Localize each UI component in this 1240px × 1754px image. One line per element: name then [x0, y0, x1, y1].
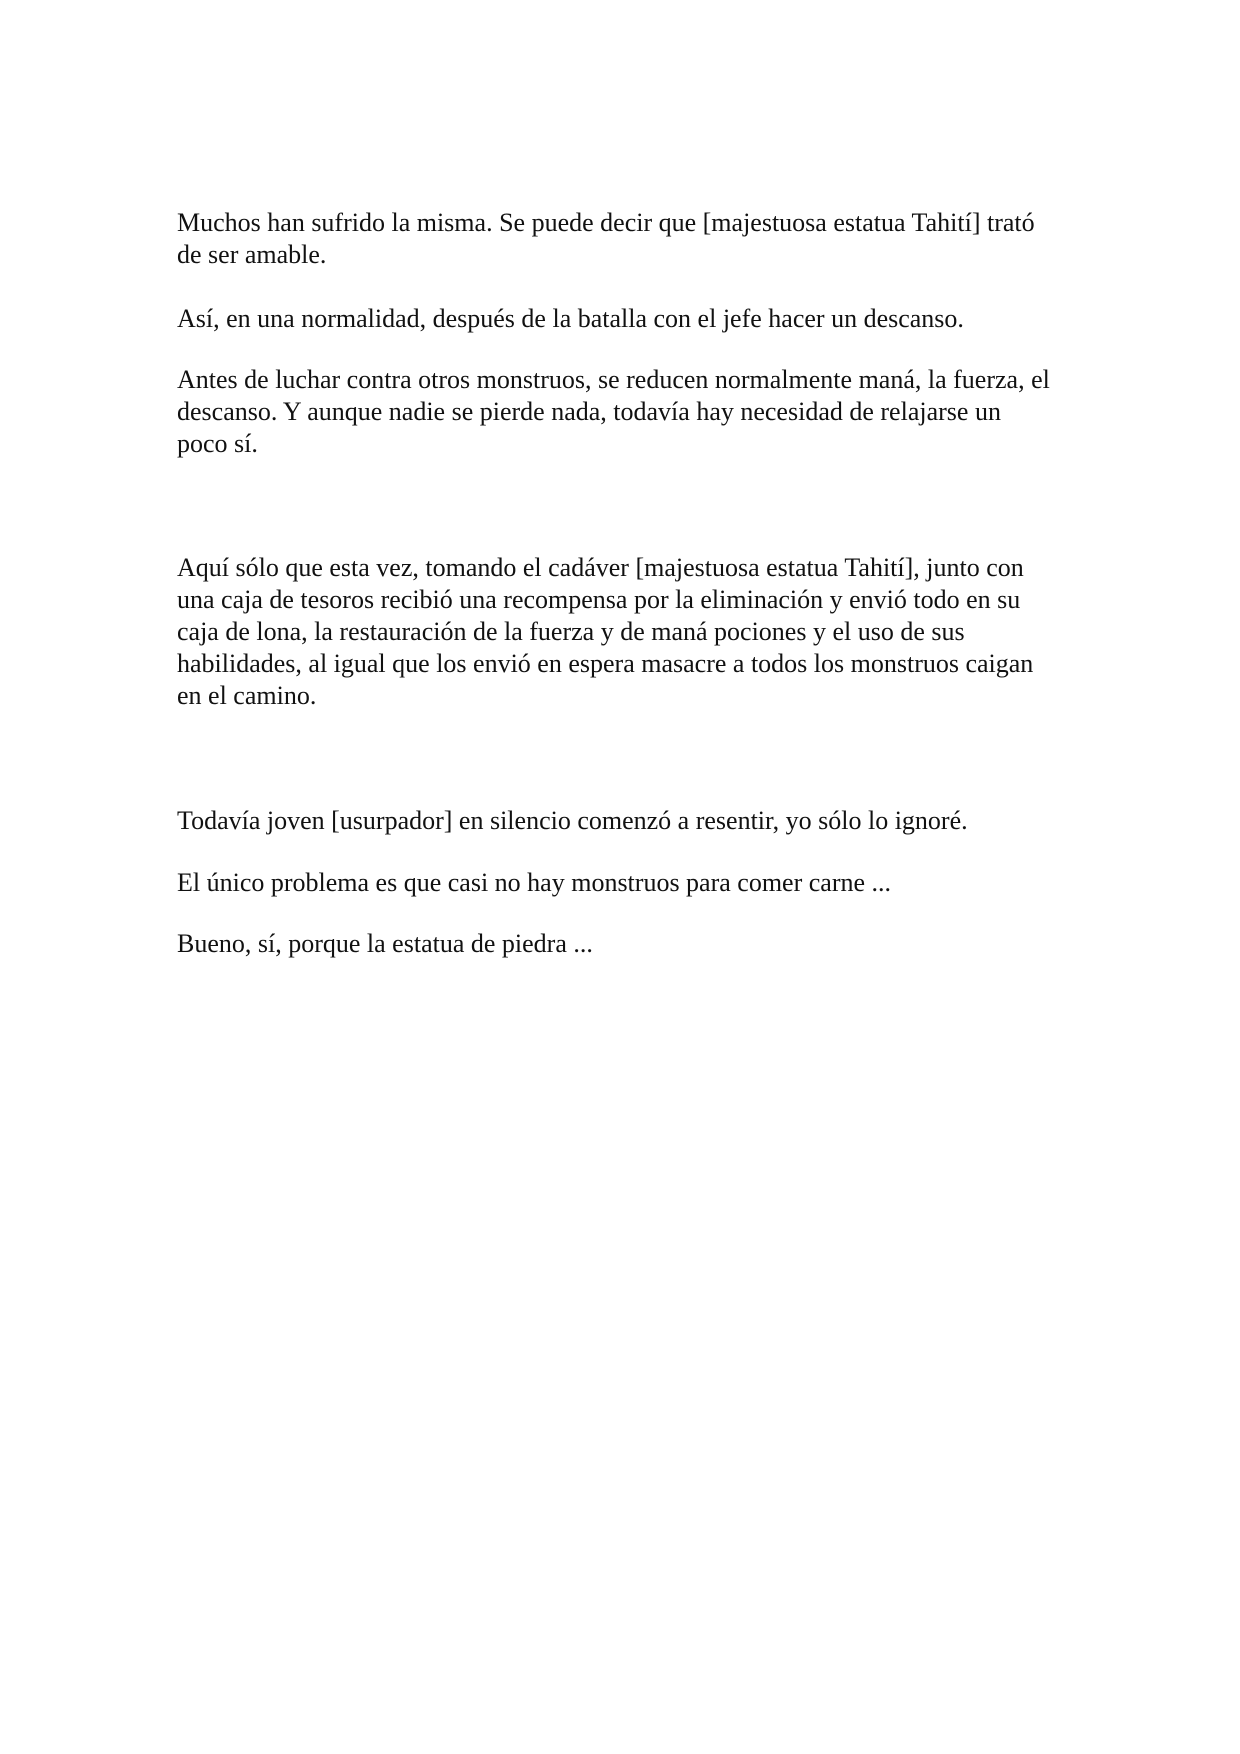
paragraph-3: Antes de luchar contra otros monstruos, se reducen normalmente maná, la fuerza, el descanso. Y aunque nadie se pierde nada, todavía hay necesidad de relajarse un poco sí. — [177, 365, 1050, 458]
paragraph-4: Aquí sólo que esta vez, tomando el cadáver [majestuosa estatua Tahití], junto con una caja de tesoros recibió una recompensa por la eliminación y envió todo en su caja de lona, la restauración de la fuerza y de maná pociones y el uso de sus habilidades, al igual que los envió en espera masacre a todos los monstruos caigan en el camino. — [177, 553, 1034, 710]
paragraph-2: Así, en una normalidad, después de la batalla con el jefe hacer un descanso. — [177, 304, 964, 333]
paragraph-7: Bueno, sí, porque la estatua de piedra ... — [177, 929, 593, 958]
paragraph-6: El único problema es que casi no hay monstruos para comer carne ... — [177, 868, 892, 897]
paragraph-1: Muchos han sufrido la misma. Se puede decir que [majestuosa estatua Tahití] trató de ser amable. — [177, 208, 1035, 269]
paragraph-5: Todavía joven [usurpador] en silencio comenzó a resentir, yo sólo lo ignoré. — [177, 806, 968, 835]
